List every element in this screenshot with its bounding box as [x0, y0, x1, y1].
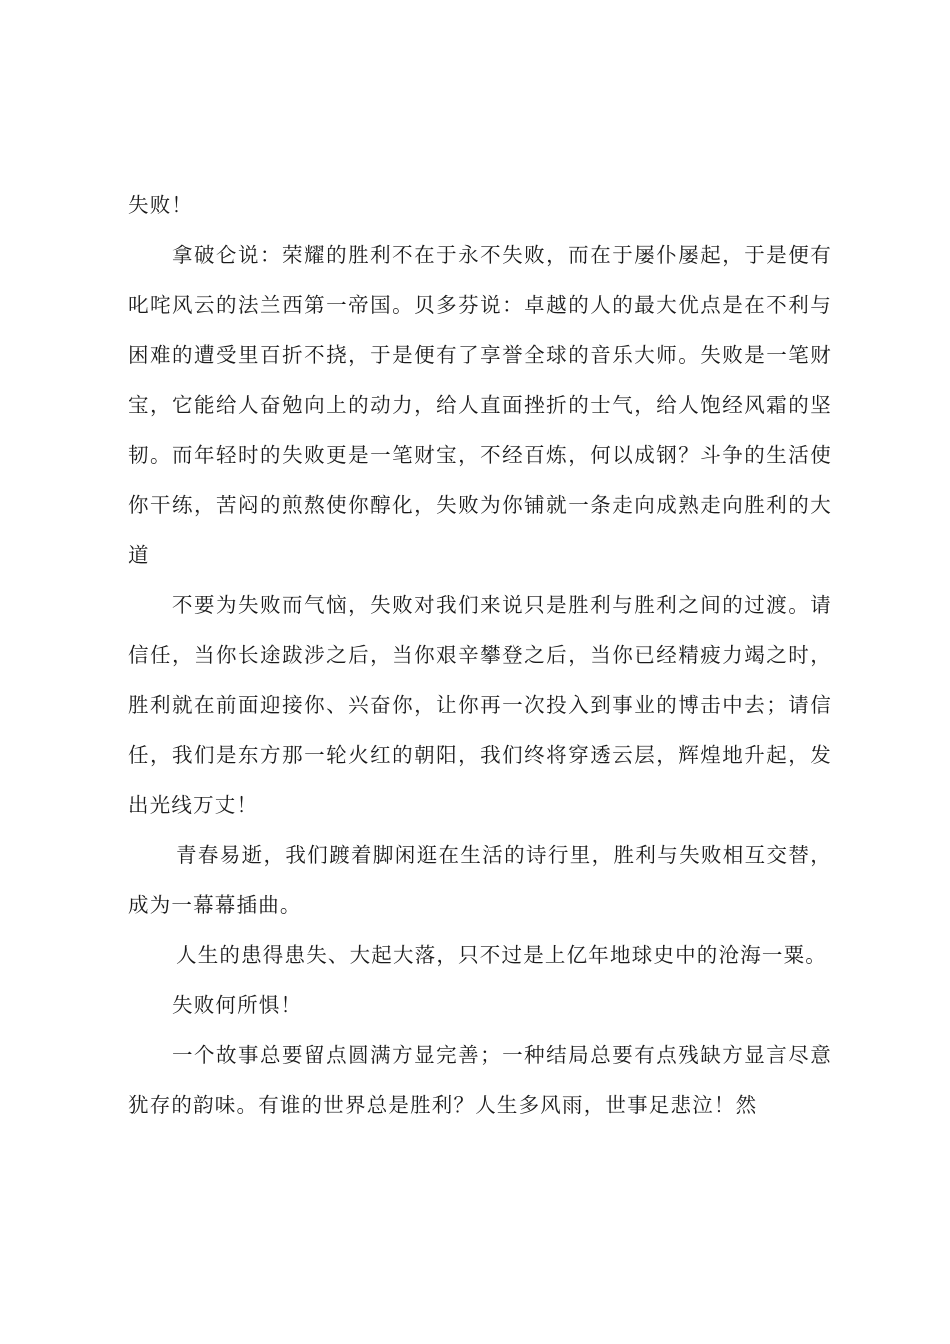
paragraph-4: 青春易逝，我们踱着脚闲逛在生活的诗行里，胜利与失败相互交替，成为一幕幕插曲。 [128, 843, 832, 917]
document-body [128, 180, 832, 1130]
paragraph-7: 一个故事总要留点圆满方显完善；一种结局总要有点残缺方显言尽意犹存的韵味。有谁的世界总是胜利？人生多风雨，世事足悲泣！然 [128, 1043, 832, 1117]
paragraph-1: 失败！ [128, 193, 194, 217]
paragraph-6: 失败何所惧！ [172, 993, 303, 1017]
paragraph-2: 拿破仑说：荣耀的胜利不在于永不失败，而在于屡仆屡起，于是便有叱咤风云的法兰西第一帝国。贝多芬说：卓越的人的最大优点是在不利与困难的遭受里百折不挠，于是便有了享誉全球的音乐大师。失败是一笔财宝，它能给人奋勉向上的动力，给人直面挫折的士气，给人饱经风霜的坚韧。而年轻时的失败更是一笔财宝，不经百炼，何以成钢？斗争的生活使你干练，苦闷的煎熬使你醇化，失败为你铺就一条走向成熟走向胜利的大道 [128, 243, 832, 567]
paragraph-3: 不要为失败而气恼，失败对我们来说只是胜利与胜利之间的过渡。请信任，当你长途跋涉之后，当你艰辛攀登之后，当你已经精疲力竭之时，胜利就在前面迎接你、兴奋你，让你再一次投入到事业的博击中去；请信任，我们是东方那一轮火红的朝阳，我们终将穿透云层，辉煌地升起，发出光线万丈！ [128, 593, 832, 817]
paragraph-5: 人生的患得患失、大起大落，只不过是上亿年地球史中的沧海一粟。 [176, 943, 827, 967]
